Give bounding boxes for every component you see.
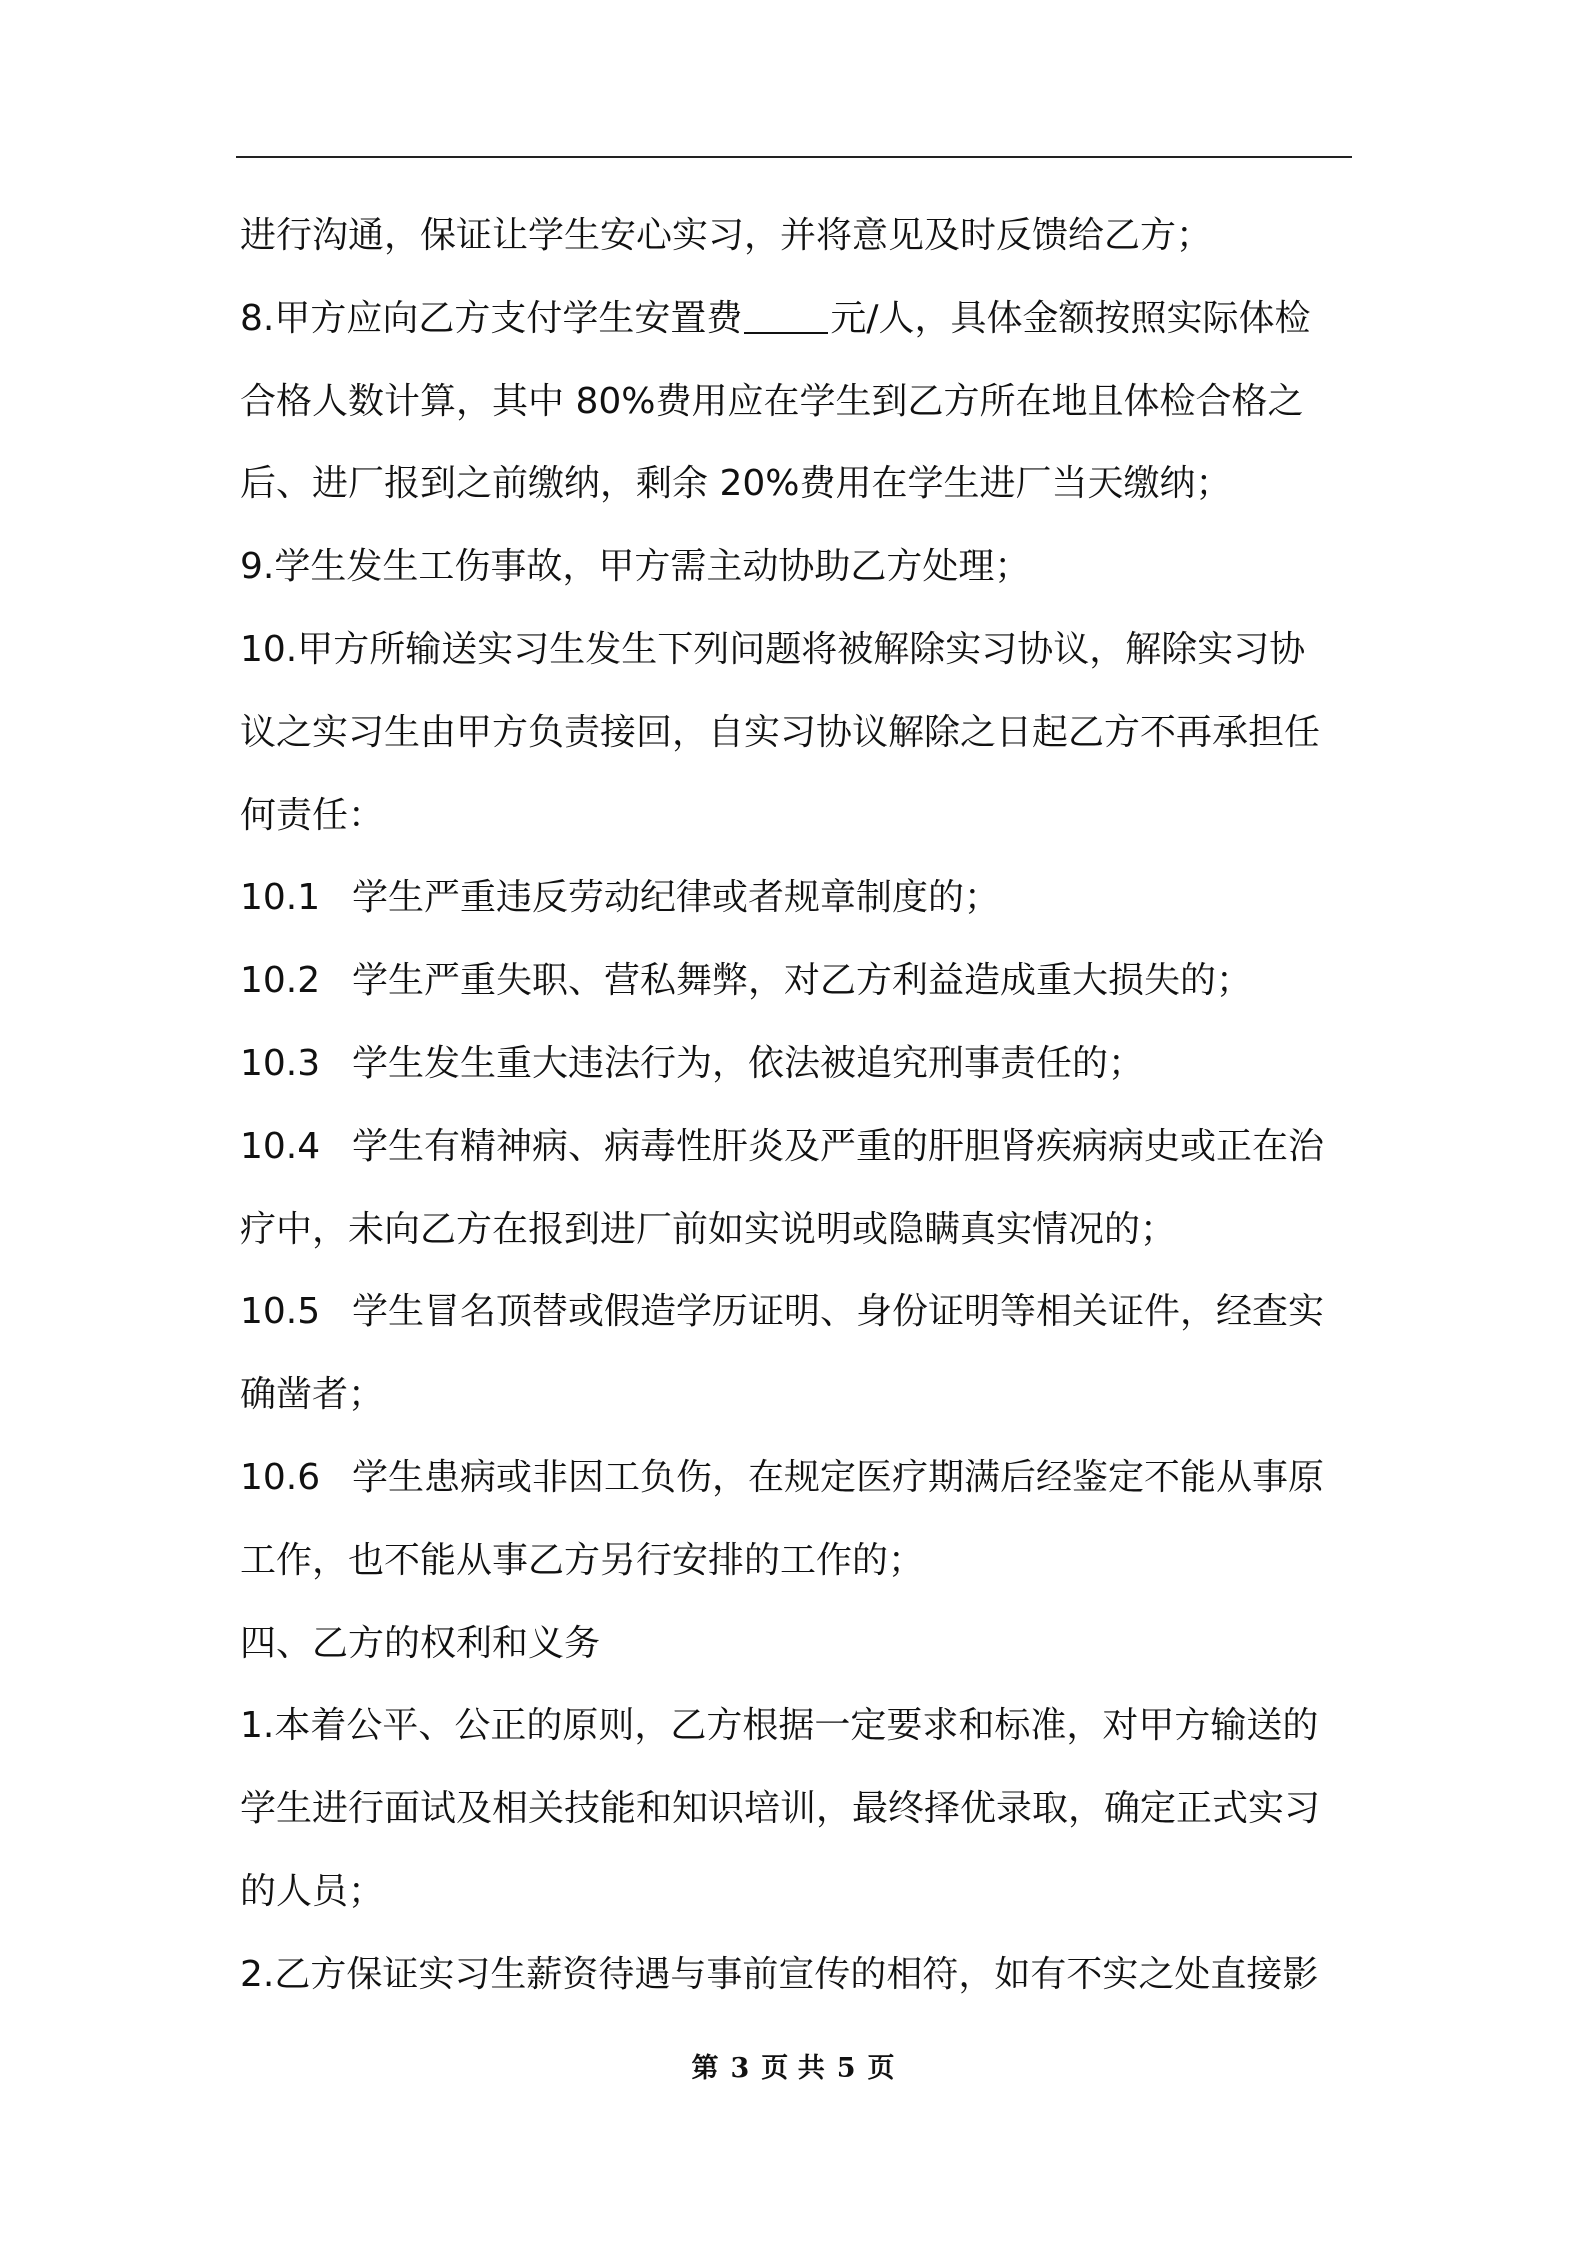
text-line: 合格人数计算，其中 80%费用应在学生到乙方所在地且体检合格之 [240, 380, 1304, 422]
text-line: 2.乙方保证实习生薪资待遇与事前宣传的相符，如有不实之处直接影 [240, 1953, 1319, 1995]
clause-10-4 [240, 1116, 1352, 1199]
fee-text-after: 元/人，具体金额按照实际体检 [830, 297, 1311, 339]
text-line: 后、进厂报到之前缴纳，剩余 20%费用在学生进厂当天缴纳； [240, 463, 1232, 505]
document-body [240, 205, 1352, 2027]
text-line: 进行沟通，保证让学生安心实习，并将意见及时反馈给乙方； [240, 215, 1213, 256]
clause-10-5 [240, 1281, 1352, 1364]
footer-current-page: 3 [730, 2053, 750, 2084]
text-line: 的人员； [240, 1870, 385, 1912]
footer-mid: 页 共 [761, 2053, 825, 2084]
text-line-fee [240, 288, 1352, 371]
clause-number: 10.3 [240, 1042, 321, 1084]
clause-10-3 [240, 1033, 1352, 1116]
header-rule [236, 156, 1352, 158]
clause-text: 学生冒名顶替或假造学历证明、身份证明等相关证件，经查实 [352, 1291, 1325, 1333]
clause-text: 学生严重失职、营私舞弊，对乙方利益造成重大损失的； [352, 960, 1253, 1002]
fee-blank-field [744, 298, 828, 334]
clause-number: 10.6 [240, 1456, 321, 1498]
text-line: 何责任： [240, 794, 385, 836]
text-line: 学生进行面试及相关技能和知识培训，最终择优录取，确定正式实习 [240, 1788, 1321, 1830]
footer-suffix: 页 [867, 2053, 895, 2084]
clause-text: 学生患病或非因工负伤，在规定医疗期满后经鉴定不能从事原 [352, 1456, 1325, 1498]
fee-text-before: 8.甲方应向乙方支付学生安置费 [240, 297, 743, 339]
text-line: 议之实习生由甲方负责接回，自实习协议解除之日起乙方不再承担任 [240, 711, 1321, 753]
text-line: 1.本着公平、公正的原则，乙方根据一定要求和标准，对甲方输送的 [240, 1705, 1319, 1747]
clause-number: 10.5 [240, 1291, 321, 1333]
footer-total-pages: 5 [836, 2053, 856, 2084]
clause-10-6 [240, 1447, 1352, 1530]
clause-text: 学生有精神病、病毒性肝炎及严重的肝胆肾疾病病史或正在治 [352, 1125, 1325, 1167]
clause-number: 10.1 [240, 877, 321, 919]
clause-number: 10.4 [240, 1125, 321, 1167]
text-line: 工作，也不能从事乙方另行安排的工作的； [240, 1539, 925, 1581]
clause-text: 学生严重违反劳动纪律或者规章制度的； [352, 877, 1001, 919]
page-footer [0, 2046, 1586, 2085]
clause-number: 10.2 [240, 960, 321, 1002]
clause-10-2 [240, 950, 1352, 1033]
text-line: 10.甲方所输送实习生发生下列问题将被解除实习协议，解除实习协 [240, 628, 1306, 670]
text-line: 确凿者； [240, 1374, 385, 1416]
section-heading: 四、乙方的权利和义务 [240, 1622, 601, 1664]
footer-prefix: 第 [691, 2053, 719, 2084]
text-line: 疗中，未向乙方在报到进厂前如实说明或隐瞒真实情况的； [240, 1208, 1177, 1250]
clause-text: 学生发生重大违法行为，依法被追究刑事责任的； [352, 1042, 1145, 1084]
clause-10-1 [240, 867, 1352, 950]
text-line: 9.学生发生工伤事故，甲方需主动协助乙方处理； [240, 546, 1031, 588]
